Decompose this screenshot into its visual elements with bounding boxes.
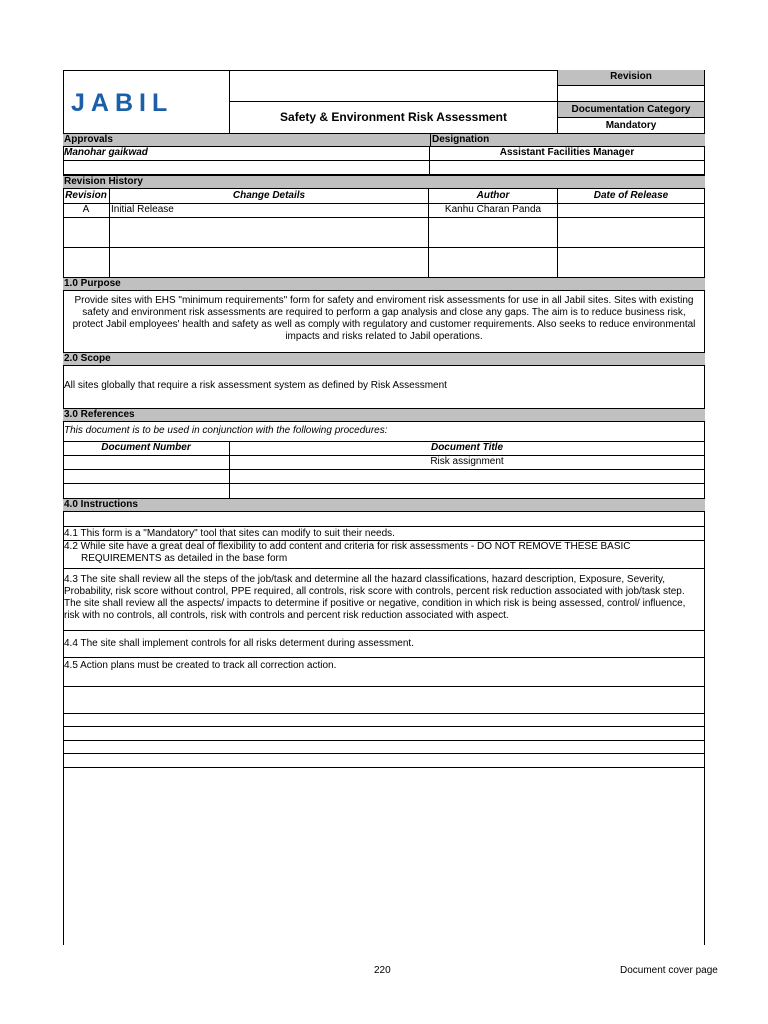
instruction-row (63, 631, 705, 658)
references-heading: 3.0 References (64, 409, 135, 420)
purpose-heading: 1.0 Purpose (64, 278, 121, 289)
blank-cell (429, 161, 704, 174)
logo-text: JABIL (71, 89, 174, 117)
instructions-bar (63, 498, 705, 512)
instruction-row (63, 541, 705, 569)
change-details-cell: Initial Release (110, 204, 429, 217)
references-blank-row (63, 484, 705, 498)
revision-blank-row (63, 248, 705, 278)
instruction-4-2-line-1: 4.2 While site have a great deal of flexibility to add content and criteria for risk assessments - DO NOT REMOVE THESE BASIC (64, 541, 631, 552)
revision-history-header-row (63, 189, 705, 204)
footer-label: Document cover page (620, 965, 718, 976)
designation-label: Designation (432, 134, 490, 145)
blank-cell (63, 248, 110, 278)
blank-cell (63, 470, 230, 483)
purpose-row (63, 291, 705, 353)
purpose-text: Provide sites with EHS "minimum requirements" form for safety and enviroment risk assessments for use in all Jabil sites. Sites with existing safety and environment risk assessments are required to perform a gap analysis and close any gaps. The aim is to reduce business risk, protect Jabil employees' health and safety as well as comply with regulatory and customer requirements. Also seeks to reduce environmental impacts and risks related to Jabil operations. (72, 295, 696, 342)
revision-row (63, 204, 705, 218)
approvals-label: Approvals (64, 134, 113, 145)
col-author: Author (429, 189, 558, 203)
instruction-4-2 (64, 541, 702, 568)
references-intro: This document is to be used in conjunction with the following procedures: (64, 425, 388, 436)
approvals-bar (63, 133, 705, 147)
instruction-4-4: 4.4 The site shall implement controls for all risks determent during assessment. (64, 638, 414, 649)
references-intro-row (63, 422, 705, 442)
scope-bar (63, 352, 705, 366)
purpose-bar (63, 277, 705, 291)
col-date-of-release: Date of Release (593, 190, 669, 201)
instruction-row (63, 527, 705, 541)
blank-row (63, 741, 705, 754)
header-blank-cell (230, 70, 558, 102)
blank-row (63, 754, 705, 768)
blank-cell (429, 248, 558, 278)
revision-label: Revision (558, 70, 704, 86)
document-title: Safety & Environment Risk Assessment (230, 102, 558, 133)
references-blank-row (63, 470, 705, 484)
blank-cell (63, 484, 230, 498)
doc-category-value: Mandatory (605, 120, 657, 131)
approver-designation: Assistant Facilities Manager (429, 147, 704, 160)
approvals-blank-row (63, 161, 705, 175)
author-cell: Kanhu Charan Panda (429, 204, 558, 217)
instruction-4-5: 4.5 Action plans must be created to track all correction action. (64, 660, 337, 671)
col-change-details: Change Details (110, 189, 429, 203)
blank-row (63, 714, 705, 727)
col-document-title: Document Title (430, 442, 504, 453)
blank-cell (110, 248, 429, 278)
revision-blank-row (63, 218, 705, 248)
blank-row (63, 687, 705, 714)
instruction-row (63, 658, 705, 687)
blank-cell (110, 218, 429, 247)
revision-history-bar (63, 175, 705, 189)
instruction-row (63, 569, 705, 631)
instructions-heading: 4.0 Instructions (64, 499, 138, 510)
approver-name: Manohar gaikwad (64, 147, 148, 158)
blank-cell (63, 218, 110, 247)
approvals-row (63, 147, 705, 161)
doc-category-label: Documentation Category (558, 102, 704, 118)
instruction-4-1: 4.1 This form is a "Mandatory" tool that sites can modify to suit their needs. (64, 528, 395, 539)
revision-value-cell (558, 86, 704, 102)
scope-text: All sites globally that require a risk assessment system as defined by Risk Assessment (64, 380, 447, 391)
date-cell (558, 204, 704, 217)
revision-cell: A (63, 204, 110, 217)
document-sheet (63, 70, 705, 945)
document-number-cell (63, 456, 230, 469)
scope-row (63, 366, 705, 409)
col-revision: Revision (63, 189, 110, 203)
logo-cell (63, 70, 230, 133)
references-row (63, 456, 705, 470)
jabil-logo (63, 70, 230, 133)
instruction-4-3: 4.3 The site shall review all the steps of the job/task and determine all the hazard classifications, hazard description, Exposure, Severity, Probability, risk score without control, PPE required, all controls, risk score with controls, percent risk reduction associated with job/task step. The site shall review all the aspects/ impacts to determine if positive or negative, condition in which risk is being assessed, control/ influence, risk with no controls, all controls, risk with controls and percent risk reduction associated with aspect. (64, 574, 686, 621)
page-number: 220 (374, 965, 391, 976)
revision-history-label: Revision History (64, 176, 143, 187)
instructions-blank-row (63, 512, 705, 527)
blank-row (63, 727, 705, 741)
col-document-number: Document Number (63, 442, 230, 455)
instruction-4-2-line-2: REQUIREMENTS as detailed in the base form (81, 553, 288, 564)
blank-cell (429, 218, 558, 247)
references-header-row (63, 442, 705, 456)
scope-heading: 2.0 Scope (64, 353, 111, 364)
document-title-cell: Risk assignment (430, 456, 504, 467)
references-bar (63, 408, 705, 422)
